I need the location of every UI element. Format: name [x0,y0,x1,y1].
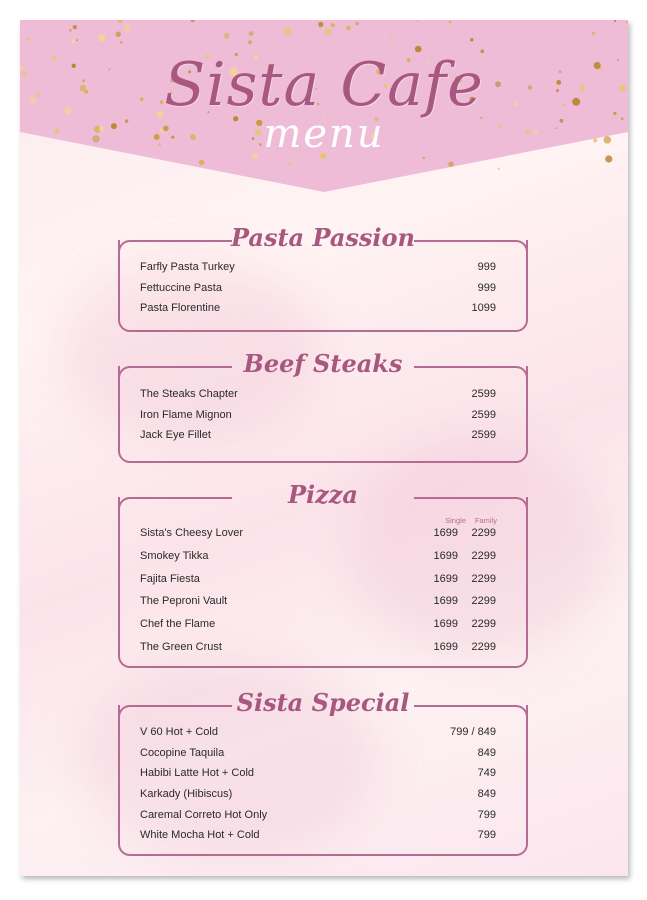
item-name: Farfly Pasta Turkey [140,261,235,273]
item-name: Pasta Florentine [140,302,221,315]
confetti-dot [626,21,628,23]
confetti-dot [76,39,78,41]
item-price: 999 [477,261,496,273]
cafe-title: Sista Cafe [164,50,484,120]
item-price-single: 1699 [433,595,458,608]
confetti-dot [355,22,359,26]
confetti-dot [98,34,105,41]
item-price-single: 1699 [433,640,458,653]
section-beef-steaks [118,349,528,463]
menu-item [140,613,496,636]
menu-item [140,384,496,405]
confetti-dot [249,31,254,36]
menu-item [140,298,496,319]
item-name: Karkady (Hibiscus) [140,788,233,801]
confetti-dot [116,32,121,37]
item-price: 2599 [471,388,496,400]
confetti-dot [592,32,596,36]
item-name: Cocopine Taquila [140,746,225,759]
confetti-dot [289,162,292,165]
confetti-dot [498,168,500,170]
item-list [140,722,496,846]
item-name: Sista's Cheesy Lover [140,527,243,539]
confetti-dot [470,38,473,41]
item-list [140,384,496,446]
confetti-dot [331,23,335,27]
item-price-single: 1699 [433,549,458,562]
confetti-dot [71,39,75,43]
section-sista-special [118,688,528,856]
item-name: The Green Crust [140,640,222,653]
menu-item [140,636,496,659]
confetti-dot [284,27,292,35]
item-price: 799 [477,808,496,821]
confetti-dot [248,40,252,44]
confetti-dot [73,25,77,29]
menu-item [140,278,496,299]
item-price: 2599 [471,429,496,442]
confetti-dot [423,157,425,159]
menu-item [140,425,496,446]
item-name: Caremal Correto Hot Only [140,808,268,821]
item-price-family: 2299 [471,618,496,631]
confetti-dot [199,160,204,165]
confetti-dot [448,20,451,23]
item-price-family: 2299 [471,527,496,539]
confetti-dot [417,20,419,22]
item-name: Jack Eye Fillet [140,429,211,442]
menu-subtitle: menu [263,111,385,157]
item-name: Chef the Flame [140,618,216,631]
confetti-dot [390,36,393,39]
menu-item [140,722,496,743]
confetti-dot [120,41,123,44]
item-price: 999 [477,281,496,294]
menu-item [140,405,496,426]
menu-item [140,743,496,764]
section-title: Beef Steaks [243,349,403,378]
item-price: 849 [477,788,496,801]
menu-item [140,825,496,846]
item-price-family: 2299 [471,572,496,585]
section-title: Pasta Passion [230,223,415,252]
item-name: Iron Flame Mignon [140,408,232,421]
item-price-single: 1699 [433,618,458,631]
item-price: 2599 [471,408,496,421]
confetti-dot [605,155,612,162]
menu-item [140,590,496,613]
section-pizza [118,480,528,668]
confetti-dot [27,38,31,42]
item-name: White Mocha Hot + Cold [140,829,260,842]
item-price-single: 1699 [433,572,458,585]
menu-item [140,257,496,278]
item-name: Fajita Fiesta [140,572,200,585]
menu-item [140,784,496,805]
item-name: The Peproni Vault [140,595,228,608]
menu-item [140,545,496,568]
confetti-dot [69,29,72,32]
section-title: Pizza [288,480,358,509]
menu-item [140,568,496,591]
column-header-family: Family [474,516,497,525]
menu-page [20,20,628,876]
item-price-family: 2299 [471,595,496,608]
item-name: Fettuccine Pasta [140,281,222,294]
item-price: 849 [477,746,496,759]
section-title: Sista Special [236,688,410,717]
confetti-dot [448,162,453,167]
item-price-single: 1699 [433,527,458,539]
item-price: 799 [477,829,496,842]
confetti-dot [224,33,230,39]
column-header-single: Single [445,516,466,525]
item-price-family: 2299 [471,640,496,653]
item-price: 1099 [471,302,496,315]
section-pasta-passion [118,223,528,332]
confetti-dot [346,26,351,31]
item-price: 749 [477,767,496,780]
confetti-dot [123,24,131,32]
item-price-family: 2299 [471,549,496,562]
item-list [140,257,496,319]
confetti-dot [324,28,331,35]
item-name: V 60 Hot + Cold [140,726,218,738]
item-name: The Steaks Chapter [140,388,238,400]
menu-item [140,805,496,826]
confetti-dot [318,22,323,27]
menu-item [140,522,496,545]
item-name: Smokey Tikka [140,549,209,562]
menu-item [140,763,496,784]
confetti-dot [551,44,553,46]
item-price: 799 / 849 [450,726,496,738]
item-list [140,522,496,659]
item-name: Habibi Latte Hot + Cold [140,767,255,780]
